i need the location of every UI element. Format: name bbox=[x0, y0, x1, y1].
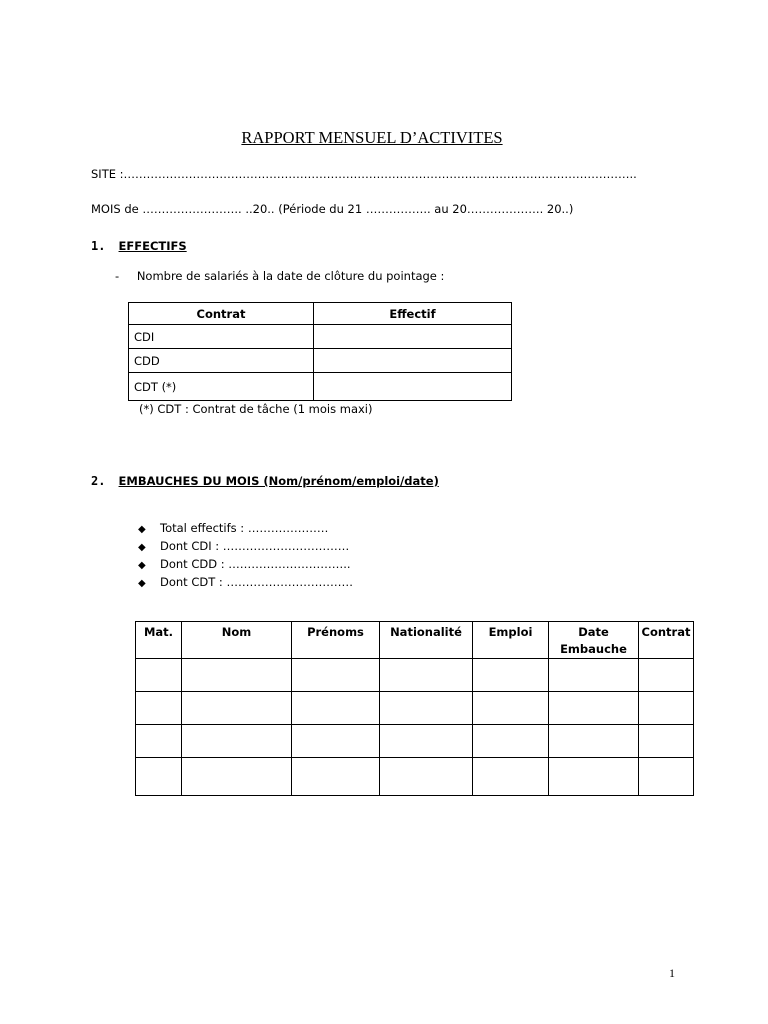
site-line: SITE :…………………………………………………………………………………………………………………….. bbox=[91, 167, 637, 181]
header-emploi: Emploi bbox=[473, 622, 549, 659]
table-row bbox=[136, 692, 694, 725]
embauches-table bbox=[135, 621, 694, 796]
section2-heading bbox=[91, 470, 439, 489]
table-header-row bbox=[136, 622, 694, 659]
table-row bbox=[136, 725, 694, 758]
table-row bbox=[136, 659, 694, 692]
page-number: 1 bbox=[669, 966, 675, 980]
cell-effectif bbox=[314, 325, 512, 349]
list-item bbox=[138, 538, 353, 556]
cell-contrat: CDT (*) bbox=[129, 373, 314, 401]
footnote: (*) CDT : Contrat de tâche (1 mois maxi) bbox=[139, 402, 373, 416]
header-prenoms: Prénoms bbox=[292, 622, 380, 659]
diamond-bullet-icon: ◆ bbox=[138, 578, 146, 589]
table-row bbox=[129, 325, 512, 349]
cell-effectif bbox=[314, 373, 512, 401]
cell-effectif bbox=[314, 349, 512, 373]
section1-title: EFFECTIFS bbox=[118, 239, 187, 253]
list-item-text: Dont CDT : …………………………… bbox=[160, 575, 353, 589]
list-item bbox=[138, 556, 353, 574]
diamond-bullet-icon: ◆ bbox=[138, 542, 146, 553]
diamond-bullet-icon: ◆ bbox=[138, 524, 146, 535]
section2-title: EMBAUCHES DU MOIS (Nom/prénom/emploi/date) bbox=[118, 474, 439, 488]
section2-number: 2. bbox=[91, 474, 106, 488]
effectif-table bbox=[128, 302, 512, 401]
header-nationalite: Nationalité bbox=[380, 622, 473, 659]
header-contrat: Contrat bbox=[129, 303, 314, 325]
header-date-embauche: Date Embauche bbox=[549, 622, 639, 659]
diamond-bullet-icon: ◆ bbox=[138, 560, 146, 571]
mois-line: MOIS de …………………….. ..20.. (Période du 21 …………….. au 20……………….. 20..) bbox=[91, 202, 574, 216]
list-item-text: Dont CDI : …………………………… bbox=[160, 539, 350, 553]
cell-contrat: CDI bbox=[129, 325, 314, 349]
list-item-text: Total effectifs : ………………… bbox=[160, 521, 329, 535]
table-header-row bbox=[129, 303, 512, 325]
table-row bbox=[129, 373, 512, 401]
dash-marker: - bbox=[115, 269, 120, 283]
header-nom: Nom bbox=[182, 622, 292, 659]
list-item-text: Dont CDD : ………………………….. bbox=[160, 557, 351, 571]
intro-text: Nombre de salariés à la date de clôture du pointage : bbox=[136, 269, 445, 283]
section1-number: 1. bbox=[91, 239, 106, 253]
page-title: RAPPORT MENSUEL D’ACTIVITES bbox=[241, 128, 503, 147]
header-mat: Mat. bbox=[136, 622, 182, 659]
section1-heading bbox=[91, 235, 187, 254]
section1-intro bbox=[115, 269, 444, 283]
header-effectif: Effectif bbox=[314, 303, 512, 325]
table-row bbox=[129, 349, 512, 373]
header-contrat: Contrat bbox=[639, 622, 694, 659]
bullet-list bbox=[138, 520, 353, 592]
table-row bbox=[136, 758, 694, 796]
list-item bbox=[138, 520, 353, 538]
cell-contrat: CDD bbox=[129, 349, 314, 373]
list-item bbox=[138, 574, 353, 592]
